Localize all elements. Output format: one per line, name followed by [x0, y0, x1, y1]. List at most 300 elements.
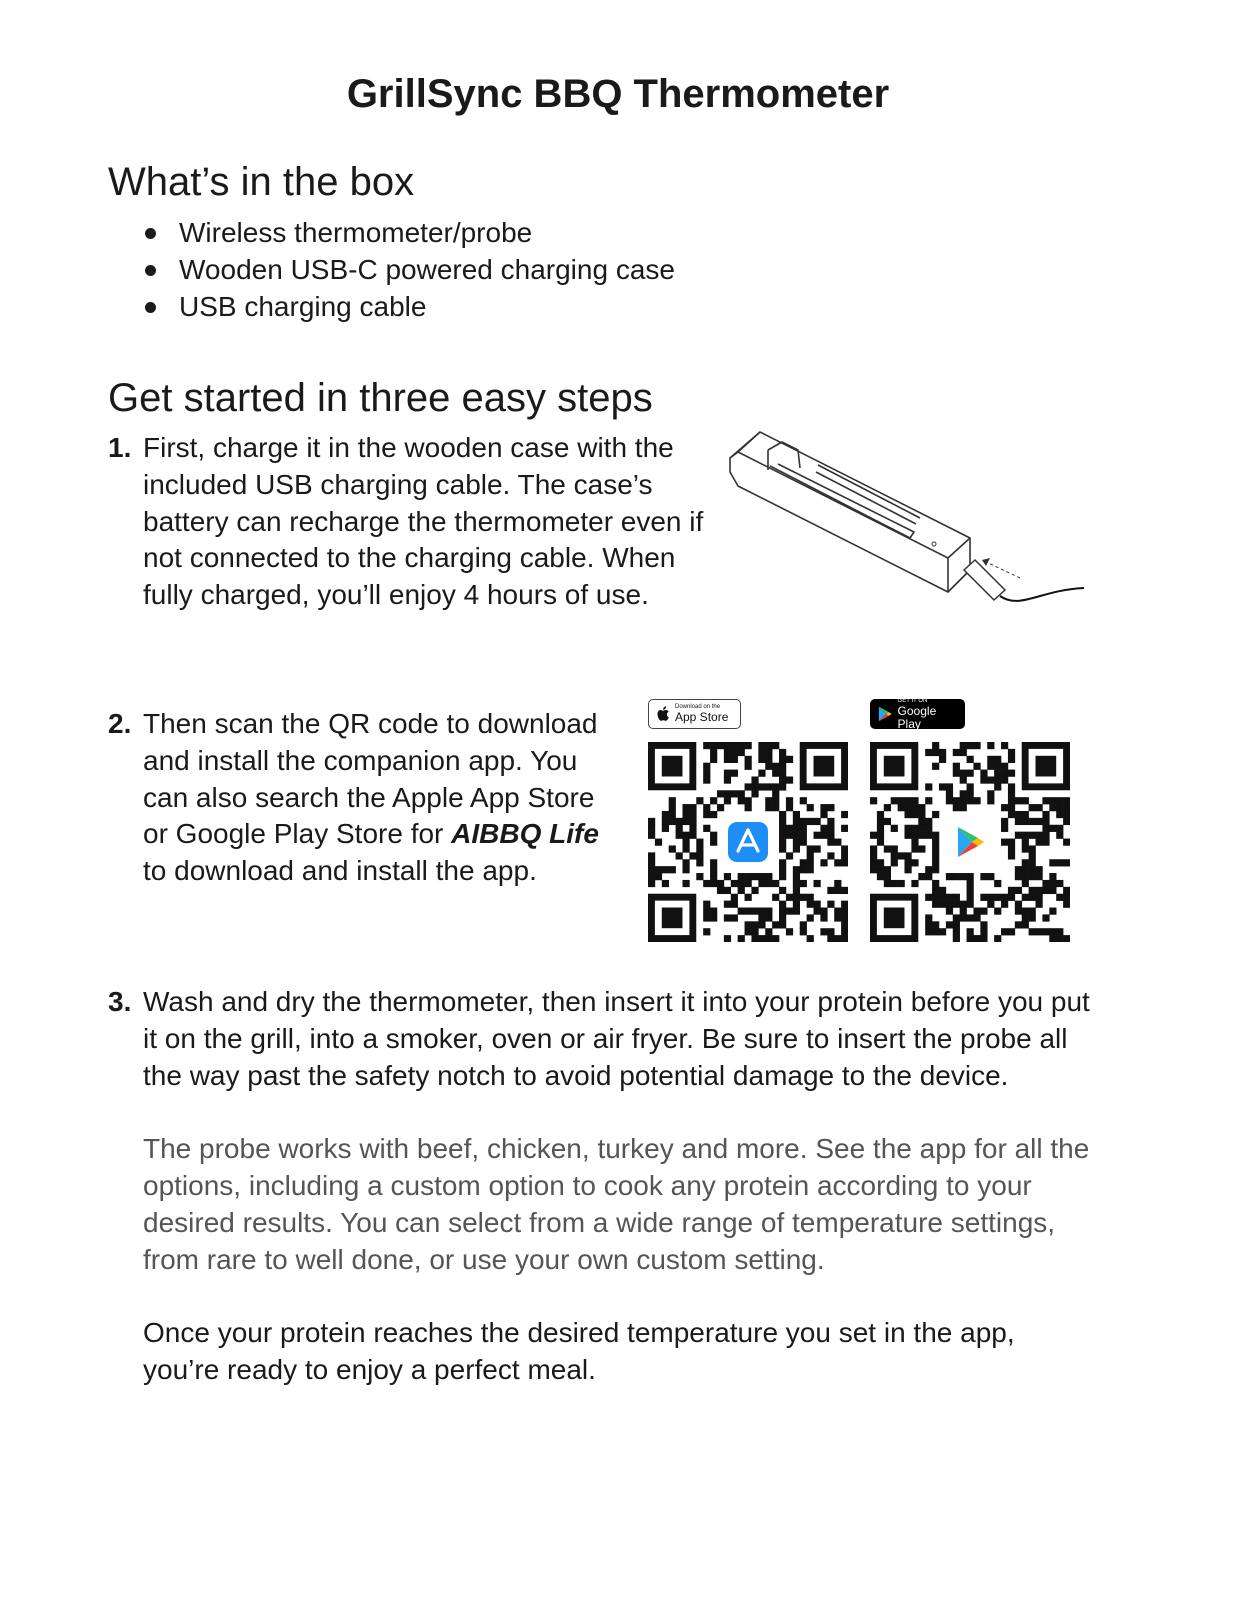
- qr-module: [1008, 790, 1015, 797]
- text-line: and install the companion app. You: [143, 744, 578, 776]
- qr-module: [960, 914, 967, 921]
- list-item: Wireless thermometer/probe: [145, 214, 675, 251]
- qr-module: [932, 894, 939, 901]
- google-play-qr-code[interactable]: [870, 742, 1070, 942]
- qr-module: [1063, 894, 1070, 901]
- qr-module: [786, 928, 793, 935]
- qr-module: [987, 776, 994, 783]
- qr-module: [765, 935, 772, 942]
- qr-module: [731, 742, 738, 749]
- qr-module: [932, 866, 939, 873]
- qr-module: [1036, 866, 1043, 873]
- step-number: 1.: [108, 432, 132, 463]
- qr-module: [1008, 804, 1015, 811]
- app-store-icon: [728, 822, 768, 862]
- qr-module: [925, 928, 932, 935]
- qr-module: [793, 825, 800, 832]
- qr-module: [772, 783, 779, 790]
- qr-module: [973, 935, 980, 942]
- qr-module: [758, 873, 765, 880]
- qr-module: [1049, 928, 1056, 935]
- qr-module: [1056, 832, 1063, 839]
- qr-module: [758, 921, 765, 928]
- qr-module: [738, 880, 745, 887]
- qr-module: [655, 873, 662, 880]
- qr-module: [891, 859, 898, 866]
- text-line: The probe works with beef, chicken, turkey and more. See the app for all the: [143, 1133, 1090, 1165]
- qr-module: [925, 797, 932, 804]
- qr-module: [994, 935, 1001, 942]
- qr-module: [1036, 928, 1043, 935]
- qr-module: [758, 935, 765, 942]
- qr-module: [772, 790, 779, 797]
- qr-module: [911, 845, 918, 852]
- qr-module: [676, 832, 683, 839]
- qr-module: [820, 804, 827, 811]
- qr-module: [820, 908, 827, 915]
- qr-module: [1022, 908, 1029, 915]
- qr-module: [765, 880, 772, 887]
- qr-module: [669, 797, 676, 804]
- qr-module: [918, 845, 925, 852]
- qr-module: [703, 928, 710, 935]
- qr-module: [953, 935, 960, 942]
- qr-module: [724, 797, 731, 804]
- qr-module: [717, 880, 724, 887]
- qr-module: [689, 804, 696, 811]
- qr-module: [772, 770, 779, 777]
- qr-module: [731, 880, 738, 887]
- qr-module: [765, 742, 772, 749]
- qr-module: [932, 749, 939, 756]
- step-number: 2.: [108, 708, 132, 739]
- qr-module: [1008, 894, 1015, 901]
- qr-module: [820, 832, 827, 839]
- qr-module: [932, 832, 939, 839]
- qr-module: [793, 901, 800, 908]
- qr-module: [703, 880, 710, 887]
- qr-module: [751, 776, 758, 783]
- text-line: included USB charging cable. The case’s: [143, 468, 653, 500]
- qr-module: [884, 873, 891, 880]
- qr-module: [689, 811, 696, 818]
- qr-module: [1029, 852, 1036, 859]
- qr-module: [779, 887, 786, 894]
- qr-module: [662, 880, 669, 887]
- qr-module: [745, 763, 752, 770]
- app-store-qr-code[interactable]: [648, 742, 848, 942]
- qr-module: [932, 887, 939, 894]
- qr-module: [891, 852, 898, 859]
- qr-module: [827, 887, 834, 894]
- qr-module: [1001, 928, 1008, 935]
- qr-module: [925, 921, 932, 928]
- qr-module: [800, 832, 807, 839]
- qr-module: [967, 935, 974, 942]
- qr-module: [1022, 921, 1029, 928]
- qr-module: [793, 818, 800, 825]
- qr-module: [1063, 839, 1070, 846]
- qr-module: [1001, 901, 1008, 908]
- qr-module: [710, 832, 717, 839]
- qr-module: [1042, 832, 1049, 839]
- qr-module: [932, 880, 939, 887]
- qr-module: [994, 880, 1001, 887]
- qr-module: [758, 770, 765, 777]
- qr-module: [800, 894, 807, 901]
- qr-module: [779, 776, 786, 783]
- qr-module: [973, 908, 980, 915]
- qr-module: [980, 928, 987, 935]
- qr-module: [738, 873, 745, 880]
- qr-module: [655, 839, 662, 846]
- qr-finder-pattern: [651, 897, 692, 938]
- qr-module: [662, 825, 669, 832]
- qr-finder-pattern: [803, 745, 844, 786]
- qr-module: [1056, 935, 1063, 942]
- qr-module: [696, 859, 703, 866]
- qr-module: [710, 742, 717, 749]
- qr-module: [648, 825, 655, 832]
- qr-module: [884, 866, 891, 873]
- qr-module: [870, 797, 877, 804]
- qr-module: [800, 859, 807, 866]
- qr-module: [841, 811, 848, 818]
- qr-module: [786, 908, 793, 915]
- text-fragment: or Google Play Store for: [143, 818, 452, 850]
- qr-module: [710, 811, 717, 818]
- qr-module: [967, 742, 974, 749]
- qr-module: [731, 914, 738, 921]
- qr-module: [1029, 859, 1036, 866]
- qr-module: [800, 797, 807, 804]
- qr-module: [918, 832, 925, 839]
- qr-module: [648, 859, 655, 866]
- google-play-badge[interactable]: [870, 699, 965, 729]
- qr-module: [1063, 804, 1070, 811]
- qr-module: [772, 742, 779, 749]
- qr-module: [745, 783, 752, 790]
- qr-module: [946, 790, 953, 797]
- app-name: AIBBQ Life: [451, 818, 599, 850]
- qr-module: [918, 825, 925, 832]
- qr-module: [751, 790, 758, 797]
- qr-module: [676, 818, 683, 825]
- qr-module: [814, 880, 821, 887]
- qr-module: [877, 818, 884, 825]
- qr-module: [800, 866, 807, 873]
- qr-module: [898, 852, 905, 859]
- qr-module: [724, 901, 731, 908]
- qr-module: [877, 811, 884, 818]
- qr-module: [1056, 928, 1063, 935]
- qr-module: [731, 749, 738, 756]
- qr-module: [1049, 804, 1056, 811]
- qr-module: [662, 811, 669, 818]
- qr-module: [710, 908, 717, 915]
- qr-module: [904, 797, 911, 804]
- qr-module: [1056, 880, 1063, 887]
- box-list: [145, 214, 675, 325]
- qr-module: [745, 880, 752, 887]
- qr-module: [710, 859, 717, 866]
- text-line: Then scan the QR code to download: [143, 708, 598, 739]
- qr-module: [891, 845, 898, 852]
- qr-module: [980, 935, 987, 942]
- qr-module: [807, 818, 814, 825]
- qr-module: [994, 770, 1001, 777]
- qr-module: [745, 908, 752, 915]
- qr-module: [1036, 818, 1043, 825]
- qr-module: [932, 839, 939, 846]
- qr-module: [793, 866, 800, 873]
- qr-module: [980, 908, 987, 915]
- qr-module: [745, 928, 752, 935]
- qr-module: [786, 756, 793, 763]
- qr-module: [953, 921, 960, 928]
- qr-module: [1008, 887, 1015, 894]
- qr-module: [786, 776, 793, 783]
- qr-module: [793, 839, 800, 846]
- qr-module: [834, 887, 841, 894]
- qr-module: [779, 832, 786, 839]
- qr-module: [898, 804, 905, 811]
- qr-module: [820, 928, 827, 935]
- step-3-text: [143, 984, 1090, 1389]
- qr-module: [772, 894, 779, 901]
- app-store-badge[interactable]: [648, 699, 741, 729]
- qr-module: [793, 887, 800, 894]
- qr-module: [1008, 783, 1015, 790]
- qr-module: [738, 742, 745, 749]
- qr-module: [648, 866, 655, 873]
- qr-module: [648, 873, 655, 880]
- qr-module: [820, 811, 827, 818]
- qr-module: [946, 921, 953, 928]
- qr-module: [834, 839, 841, 846]
- qr-module: [1063, 818, 1070, 825]
- qr-module: [827, 839, 834, 846]
- qr-module: [967, 783, 974, 790]
- qr-module: [827, 804, 834, 811]
- qr-module: [1063, 811, 1070, 818]
- qr-module: [841, 845, 848, 852]
- qr-module: [987, 901, 994, 908]
- qr-module: [1056, 825, 1063, 832]
- qr-module: [703, 908, 710, 915]
- qr-module: [827, 832, 834, 839]
- qr-module: [772, 804, 779, 811]
- qr-module: [925, 825, 932, 832]
- qr-module: [904, 825, 911, 832]
- qr-module: [765, 749, 772, 756]
- apple-icon: [657, 706, 670, 722]
- qr-module: [960, 776, 967, 783]
- list-item: Wooden USB-C powered charging case: [145, 251, 675, 288]
- qr-module: [911, 832, 918, 839]
- qr-module: [967, 887, 974, 894]
- qr-module: [953, 894, 960, 901]
- qr-module: [793, 832, 800, 839]
- qr-module: [1022, 811, 1029, 818]
- qr-module: [841, 887, 848, 894]
- qr-module: [793, 880, 800, 887]
- qr-module: [987, 756, 994, 763]
- qr-module: [925, 749, 932, 756]
- qr-module: [911, 797, 918, 804]
- qr-module: [779, 866, 786, 873]
- qr-module: [786, 852, 793, 859]
- qr-module: [967, 873, 974, 880]
- qr-module: [953, 804, 960, 811]
- badge-label: Google Play: [897, 703, 937, 731]
- qr-module: [738, 797, 745, 804]
- qr-module: [710, 797, 717, 804]
- step-2-text: [143, 706, 599, 890]
- qr-module: [1036, 873, 1043, 880]
- qr-module: [786, 804, 793, 811]
- steps-heading: Get started in three easy steps: [108, 376, 653, 420]
- qr-module: [925, 783, 932, 790]
- qr-module: [918, 804, 925, 811]
- qr-module: [751, 921, 758, 928]
- qr-module: [1015, 901, 1022, 908]
- qr-module: [772, 935, 779, 942]
- qr-module: [1015, 797, 1022, 804]
- text-line: Wash and dry the thermometer, then insert it into your protein before you put: [143, 986, 1090, 1017]
- qr-module: [765, 928, 772, 935]
- qr-module: [738, 887, 745, 894]
- qr-module: [689, 832, 696, 839]
- qr-module: [820, 825, 827, 832]
- qr-module: [793, 908, 800, 915]
- qr-module: [1049, 797, 1056, 804]
- qr-module: [911, 859, 918, 866]
- text-line: First, charge it in the wooden case with the: [143, 432, 674, 463]
- qr-module: [1049, 859, 1056, 866]
- qr-module: [696, 839, 703, 846]
- qr-module: [724, 887, 731, 894]
- qr-module: [884, 818, 891, 825]
- qr-module: [786, 832, 793, 839]
- qr-module: [1063, 797, 1070, 804]
- qr-module: [1008, 770, 1015, 777]
- qr-module: [731, 894, 738, 901]
- qr-module: [1029, 894, 1036, 901]
- qr-module: [932, 742, 939, 749]
- qr-module: [877, 832, 884, 839]
- qr-module: [925, 873, 932, 880]
- qr-module: [932, 763, 939, 770]
- qr-module: [877, 859, 884, 866]
- qr-module: [765, 797, 772, 804]
- qr-module: [946, 901, 953, 908]
- qr-module: [1049, 873, 1056, 880]
- qr-module: [703, 804, 710, 811]
- qr-module: [738, 935, 745, 942]
- qr-module: [758, 783, 765, 790]
- qr-module: [1036, 894, 1043, 901]
- qr-module: [669, 818, 676, 825]
- qr-module: [772, 921, 779, 928]
- text-line: fully charged, you’ll enjoy 4 hours of use.: [143, 579, 649, 611]
- qr-module: [710, 880, 717, 887]
- qr-module: [1001, 839, 1008, 846]
- qr-module: [1015, 921, 1022, 928]
- qr-module: [994, 776, 1001, 783]
- qr-module: [932, 859, 939, 866]
- qr-module: [779, 811, 786, 818]
- qr-module: [932, 811, 939, 818]
- google-play-icon: [878, 705, 893, 723]
- qr-module: [786, 797, 793, 804]
- qr-module: [682, 839, 689, 846]
- qr-module: [1008, 749, 1015, 756]
- qr-module: [1036, 832, 1043, 839]
- qr-module: [980, 776, 987, 783]
- qr-module: [960, 901, 967, 908]
- qr-module: [904, 859, 911, 866]
- qr-module: [973, 742, 980, 749]
- qr-module: [703, 825, 710, 832]
- qr-module: [731, 770, 738, 777]
- badge-caption: GET IT ON: [897, 697, 928, 704]
- qr-module: [779, 921, 786, 928]
- qr-module: [960, 770, 967, 777]
- text-line: the way past the safety notch to avoid potential damage to the device.: [143, 1059, 1009, 1091]
- text-line: Once your protein reaches the desired temperature you set in the app,: [143, 1317, 1015, 1349]
- qr-module: [1042, 839, 1049, 846]
- qr-module: [662, 818, 669, 825]
- qr-module: [710, 873, 717, 880]
- qr-module: [827, 901, 834, 908]
- qr-module: [1056, 859, 1063, 866]
- qr-module: [1022, 832, 1029, 839]
- qr-module: [925, 866, 932, 873]
- qr-module: [1056, 811, 1063, 818]
- qr-module: [980, 921, 987, 928]
- qr-module: [724, 770, 731, 777]
- qr-module: [1022, 818, 1029, 825]
- qr-module: [994, 908, 1001, 915]
- qr-module: [967, 914, 974, 921]
- qr-module: [1042, 880, 1049, 887]
- qr-module: [779, 859, 786, 866]
- qr-module: [793, 894, 800, 901]
- qr-module: [1063, 887, 1070, 894]
- qr-module: [870, 832, 877, 839]
- qr-module: [870, 866, 877, 873]
- page-title: GrillSync BBQ Thermometer: [346, 72, 890, 116]
- text-line: it on the grill, into a smoker, oven or air fryer. Be sure to insert the probe all: [143, 1022, 1068, 1054]
- qr-module: [1029, 914, 1036, 921]
- qr-module: [814, 818, 821, 825]
- qr-module: [884, 845, 891, 852]
- qr-module: [1029, 866, 1036, 873]
- text-line: not connected to the charging cable. When: [143, 542, 676, 574]
- qr-module: [967, 880, 974, 887]
- qr-module: [1042, 825, 1049, 832]
- qr-module: [682, 845, 689, 852]
- qr-module: [1029, 818, 1036, 825]
- qr-module: [1008, 797, 1015, 804]
- qr-module: [1029, 845, 1036, 852]
- qr-module: [758, 756, 765, 763]
- qr-module: [703, 770, 710, 777]
- text-line: [143, 816, 599, 853]
- qr-module: [745, 873, 752, 880]
- qr-module: [779, 908, 786, 915]
